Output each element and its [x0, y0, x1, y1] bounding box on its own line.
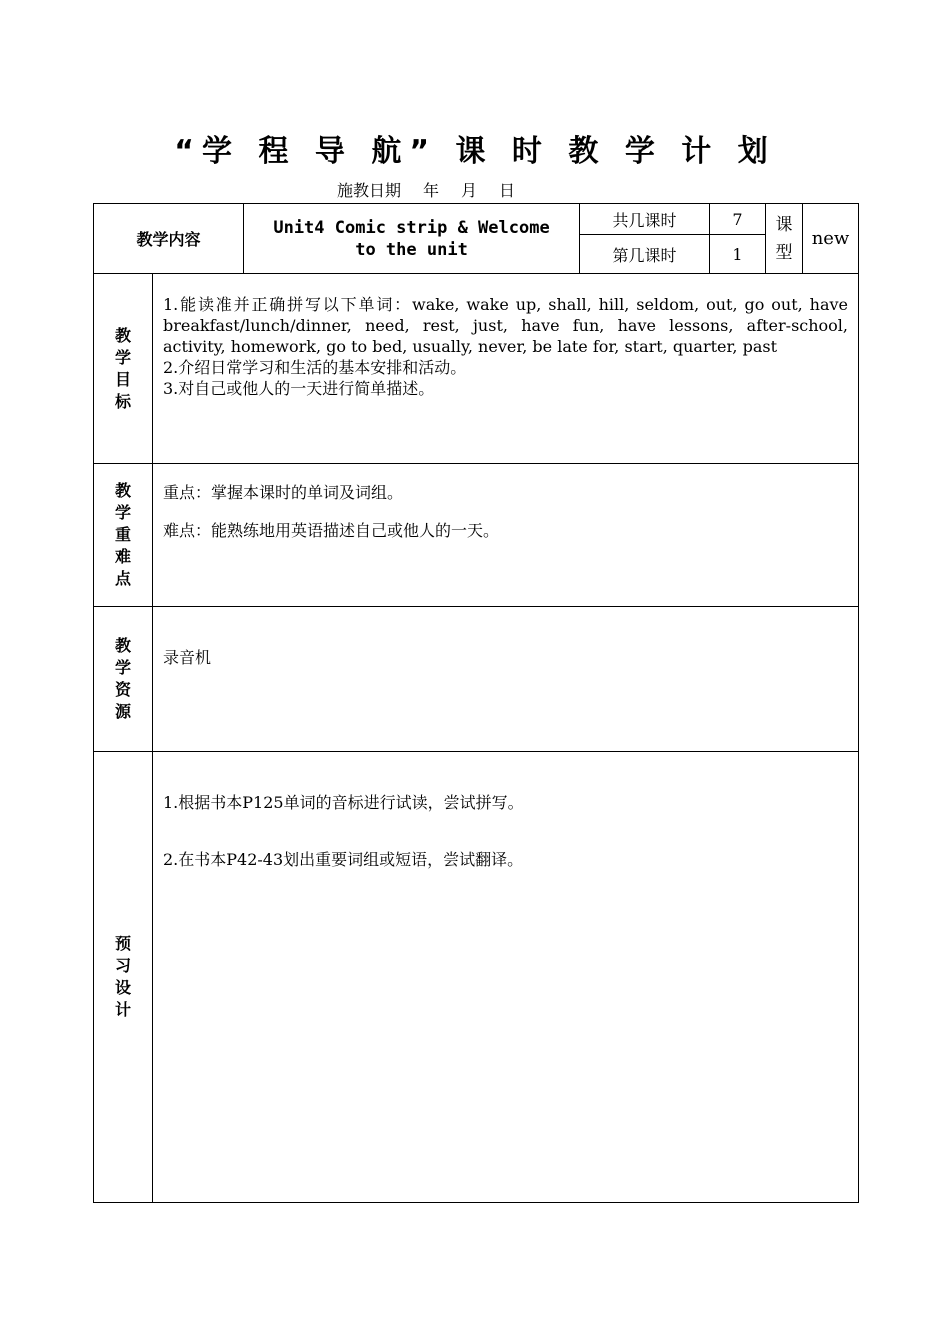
lesson-type-label-1: 课	[775, 214, 793, 235]
goal-item: 2.介绍日常学习和生活的基本安排和活动。	[163, 358, 467, 377]
total-lessons-value: 7	[710, 204, 766, 235]
content-label: 教学内容	[94, 204, 244, 274]
resources-label: 教 学 资 源	[94, 607, 153, 752]
unit-title-line1: Unit4 Comic strip & Welcome	[273, 217, 550, 238]
date-year: 年	[423, 181, 440, 200]
key-point: 重点：掌握本课时的单词及词组。	[163, 483, 404, 502]
goals-label: 教 学 目 标	[94, 274, 153, 464]
goal-item: 1.能读准并正确拼写以下单词：wake, wake up, shall, hill, seldom, out, go out, have breakfast/lunch/dinner, need, rest, just, have fun, have lessons, after-school, activity, homework, go to bed, usually, never, be late for, start, quarter, past	[163, 295, 849, 356]
lesson-type-label-2: 型	[775, 242, 793, 263]
date-label: 施教日期	[337, 181, 402, 200]
preview-content	[153, 752, 859, 1203]
goal-item: 3.对自己或他人的一天进行简单描述。	[163, 379, 435, 398]
focus-content	[153, 464, 859, 607]
lesson-plan-table	[93, 203, 859, 1203]
date-line	[337, 178, 537, 201]
lesson-number-value: 1	[710, 235, 766, 274]
goals-content	[153, 274, 859, 464]
date-month: 月	[461, 181, 478, 200]
total-lessons-label: 共几课时	[580, 204, 710, 235]
lesson-number-label: 第几课时	[580, 235, 710, 274]
lesson-type-label	[766, 204, 803, 274]
resources-content	[153, 607, 859, 752]
date-day: 日	[499, 181, 516, 200]
preview-item: 1.根据书本P125单词的音标进行试读，尝试拼写。	[163, 793, 524, 812]
difficulty: 难点：能熟练地用英语描述自己或他人的一天。	[163, 521, 500, 540]
preview-item: 2.在书本P42-43划出重要词组或短语，尝试翻译。	[163, 850, 524, 869]
lesson-type-value: new	[803, 204, 859, 274]
resources-text: 录音机	[163, 648, 212, 667]
unit-title-line2: to the unit	[355, 239, 468, 260]
unit-title	[244, 204, 580, 274]
focus-label: 教 学 重 难 点	[94, 464, 153, 607]
page-title: “学 程 导 航” 课 时 教 学 计 划	[174, 134, 776, 169]
preview-label: 预 习 设 计	[94, 752, 153, 1203]
